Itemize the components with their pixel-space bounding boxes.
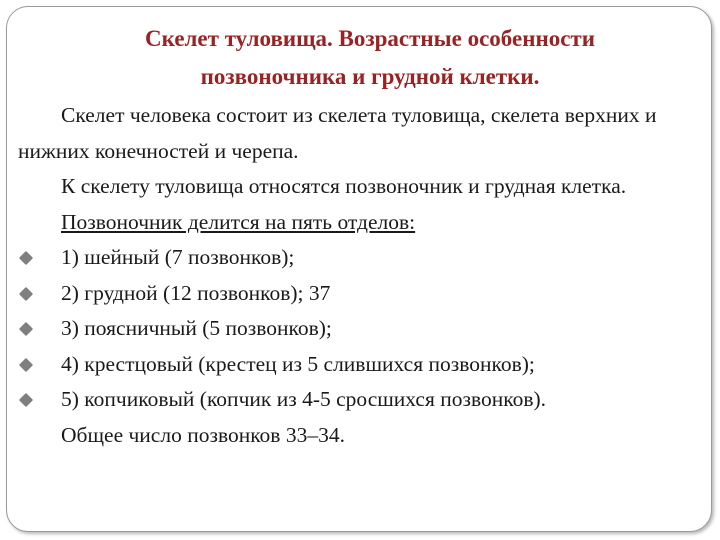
list-item [18, 240, 708, 276]
list-intro [18, 205, 708, 241]
diamond-bullet-icon [19, 286, 33, 300]
title-line-2: позвоночника и грудной клетки. [200, 64, 540, 89]
list-intro-text: Позвоночник делится на пять отделов: [61, 209, 416, 234]
list-item-text: 2) грудной (12 позвонков); 37 [61, 280, 331, 305]
list-item [18, 347, 708, 383]
diamond-bullet-icon [19, 322, 33, 336]
slide-body [18, 98, 708, 453]
list-item [18, 276, 708, 312]
total-vertebrae-note [18, 418, 708, 454]
list-item-text: 3) поясничный (5 позвонков); [61, 316, 332, 340]
list-item-text: 1) шейный (7 позвонков); [61, 245, 295, 269]
list-item-text: 5) копчиковый (копчик из 4-5 сросшихся позвонков). [61, 387, 547, 411]
total-vertebrae-text: Общее число позвонков 33–34. [61, 422, 345, 447]
list-item-text: 4) крестцовый (крестец из 5 слившихся позвонков); [61, 351, 535, 376]
title-line-1: Скелет туловища. Возрастные особенности [145, 26, 595, 51]
paragraph-skeleton-composition: Скелет человека состоит из скелета туловища, скелета верхних и нижних конечностей и черепа. [18, 103, 657, 163]
diamond-bullet-icon [19, 251, 33, 265]
paragraph-trunk-skeleton: К скелету туловища относятся позвоночник и грудная клетка. [61, 174, 627, 198]
diamond-bullet-icon [19, 393, 33, 407]
list-item [18, 382, 708, 418]
list-item [18, 311, 708, 347]
slide-title [60, 20, 680, 96]
diamond-bullet-icon [19, 357, 33, 371]
